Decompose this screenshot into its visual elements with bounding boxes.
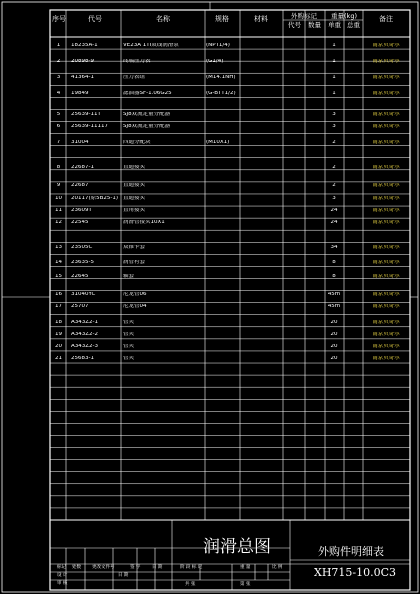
row-name: 滤油器SF-1.06G25 [123,91,172,96]
row-seq: 8 [56,165,61,170]
row-vendor: 南京贝奇尔 [372,208,400,213]
row-vendor: 南京贝奇尔 [372,356,400,361]
row-vendor: 南京贝奇尔 [372,304,400,309]
row-seq: 21 [55,356,62,361]
header-code: 代号 [88,15,102,23]
row-qty: 2 [332,165,336,170]
row-qty: 3 [332,196,336,201]
row-seq: 15 [55,274,62,279]
row-spec: (NPT1/4) [206,43,230,48]
row-code: 31040YC [71,292,96,297]
row-code: 23505C [71,245,93,250]
tb-sheet-no: 第 张 [240,582,251,587]
row-spec: (M10X1) [206,140,230,145]
tb-design: 设 计 [57,573,68,578]
row-seq: 11 [55,208,62,213]
row-qty: 34 [330,245,338,250]
row-qty: 20 [330,344,338,349]
row-vendor: 南京贝奇尔 [372,183,400,188]
row-vendor: 南京贝奇尔 [372,245,400,250]
header-remark: 备注 [379,15,393,23]
row-name: 终端压力表 [123,59,151,64]
row-code: 25639-11T [71,112,101,117]
row-seq: 7 [56,140,61,145]
header-material: 材料 [254,15,268,23]
row-seq: 20 [55,344,62,349]
row-name: 尼龙管06 [123,292,147,297]
inner-border [50,10,410,590]
row-vendor: 南京贝奇尔 [372,112,400,117]
tb-stage-mark: 阶 段 标 记 [180,565,203,570]
row-spec: (G1/4) [206,59,224,64]
row-code: 19849 [71,91,89,96]
row-code: 25683-1 [71,356,94,361]
row-qty: 1 [332,91,336,96]
row-vendor: 南京贝奇尔 [372,43,400,48]
row-spec: (G-BTT1/2) [206,91,236,96]
sheet-title: 外购件明细表 [318,545,384,558]
row-seq: 9 [56,183,61,188]
row-name: 管夹 [123,356,135,361]
row-qty: 8 [332,260,336,265]
row-vendor: 南京贝奇尔 [372,91,400,96]
row-code: A343Z2-2 [71,332,99,337]
drawing-code: XH715-10.0C3 [314,566,397,579]
row-qty: 3 [332,112,336,117]
row-spec: (M14.1NH) [206,75,236,80]
row-name: 轴套 [123,274,135,279]
row-vendor: 南京贝奇尔 [372,59,400,64]
header-seq: 序号 [52,15,66,23]
row-vendor: 南京贝奇尔 [372,75,400,80]
row-code: 20898-9 [71,59,94,64]
row-qty: 2 [332,140,336,145]
header-total-weight: 总重 [347,21,360,29]
row-seq: 14 [55,260,62,265]
row-vendor: 南京贝奇尔 [372,196,400,201]
row-qty: 45m [327,292,341,297]
row-name: 润滑管接头10X1 [123,220,165,225]
row-name: 管夹 [123,320,135,325]
tb-date: 日 期 [152,565,163,570]
row-name: 直通接头 [123,165,146,170]
row-seq: 17 [55,304,62,309]
row-code: 23635-5 [71,260,94,265]
tb-mark: 标记 [57,565,66,570]
row-qty: 20 [330,356,338,361]
tb-sign: 签 字 [130,565,141,570]
row-qty: 1 [332,75,336,80]
row-vendor: 南京贝奇尔 [372,344,400,349]
row-code: A343Z2-1 [71,320,99,325]
row-code: 20117(原5B25-1) [71,196,119,201]
row-name: 管夹 [123,344,135,349]
row-name: VE23A 1TI双线润滑泵 [123,43,179,48]
row-name: 直通接头 [123,196,146,201]
tb-count: 处数 [72,565,81,570]
row-vendor: 南京贝奇尔 [372,320,400,325]
row-name: SJ8双流定量分配器 [123,124,171,129]
tb-weight: 重 量 [240,565,251,570]
row-qty: 3 [332,124,336,129]
row-name: 管夹 [123,332,135,337]
row-seq: 16 [55,292,62,297]
drawing-title: 润滑总图 [203,537,271,557]
row-name: 直角接头 [123,208,146,213]
row-seq: 13 [55,245,62,250]
header-outsource-mark: 外购标记 [291,12,317,20]
tb-scale: 比 例 [272,565,283,570]
row-seq: 5 [56,112,61,117]
row-vendor: 南京贝奇尔 [372,332,400,337]
header-weight: 重量(kg) [331,12,357,20]
row-vendor: 南京贝奇尔 [372,274,400,279]
row-qty: 1 [332,43,336,48]
row-code: 25639-11117 [71,124,108,129]
row-seq: 6 [56,124,61,129]
row-seq: 3 [56,75,61,80]
row-name: 双锥卡套 [123,245,146,250]
row-vendor: 南京贝奇尔 [372,292,400,297]
row-seq: 4 [56,91,61,96]
row-code: 22545 [71,220,89,225]
row-qty: 24 [330,220,338,225]
row-code: 22687 [71,183,89,188]
row-code: 23609T [71,208,92,213]
row-vendor: 南京贝奇尔 [372,220,400,225]
row-name: 直通接头 [123,183,146,188]
header-name: 名称 [156,15,170,23]
header-unit-weight: 单重 [328,21,341,29]
row-code: 18235A-1 [71,43,98,48]
row-vendor: 南京贝奇尔 [372,260,400,265]
row-name: SJ8双流定量分配器 [123,112,171,117]
row-name: 润管衬套 [123,260,146,265]
header-outsource-code: 代号 [288,21,301,29]
row-qty: 24 [330,208,338,213]
row-name: 压力表组 [123,75,146,80]
header-spec: 规格 [215,15,229,23]
row-seq: 10 [55,196,62,201]
tb-total-sheets: 共 张 [185,582,196,587]
row-qty: 20 [330,320,338,325]
row-qty: 20 [330,332,338,337]
row-qty: 2 [332,183,336,188]
row-code: 25707 [71,304,89,309]
row-code: A343Z2-3 [71,344,99,349]
row-seq: 2 [56,59,61,64]
row-seq: 19 [55,332,62,337]
tb-review: 审 核 [57,581,68,586]
row-code: 41364-1 [71,75,94,80]
row-vendor: 南京贝奇尔 [372,140,400,145]
row-qty: 45m [327,304,341,309]
header-outsource-qty: 数量 [308,21,321,29]
row-code: 22645 [71,274,89,279]
row-seq: 1 [56,43,61,48]
row-vendor: 南京贝奇尔 [372,124,400,129]
tb-date-2: 日 期 [118,573,129,578]
row-vendor: 南京贝奇尔 [372,165,400,170]
row-qty: 1 [332,59,336,64]
tb-change-doc: 更改文件号 [92,565,115,570]
row-name: 四通分配块 [123,140,151,145]
row-name: 尼龙管04 [123,304,147,309]
row-code: 31004 [71,140,89,145]
row-qty: 8 [332,274,336,279]
row-code: 22687-1 [71,165,94,170]
row-seq: 12 [55,220,62,225]
row-seq: 18 [55,320,62,325]
